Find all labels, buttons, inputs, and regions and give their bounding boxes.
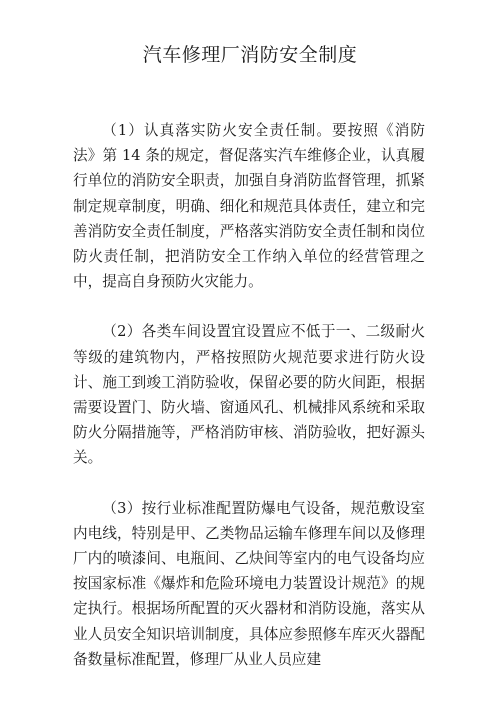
document-body	[73, 118, 425, 697]
paragraph-1: （1）认真落实防火安全责任制。要按照《消防法》第 14 条的规定，督促落实汽车维修企业，认真履行单位的消防安全职责，加强自身消防监督管理，抓紧制定规章制度，明确、细化和规范具体责任，建立和完善消防安全责任制度，严格落实消防安全责任制和岗位防火责任制，把消防安全工作纳入单位的经营管理之中，提高自身预防火灾能力。	[73, 122, 425, 291]
paragraph-2: （2）各类车间设置宜设置应不低于一、二级耐火等级的建筑物内，严格按照防火规范要求进行防火设计、施工到竣工消防验收，保留必要的防火间距，根据需要设置门、防火墙、窗通风孔、机械排风系统和采取防火分隔措施等，严格消防审核、消防验收，把好源头关。	[73, 323, 425, 467]
paragraph-3: （3）按行业标准配置防爆电气设备，规范敷设室内电线，特别是甲、乙类物品运输车修理车间以及修理厂内的喷漆间、电瓶间、乙炔间等室内的电气设备均应按国家标准《爆炸和危险环境电力装置设计规范》的规定执行。根据场所配置的灭火器材和消防设施，落实从业人员安全知识培训制度，具体应参照修车库灭火器配备数量标准配置，修理厂从业人员应建	[73, 499, 425, 668]
document-title: 汽车修理厂消防安全制度	[142, 44, 358, 66]
